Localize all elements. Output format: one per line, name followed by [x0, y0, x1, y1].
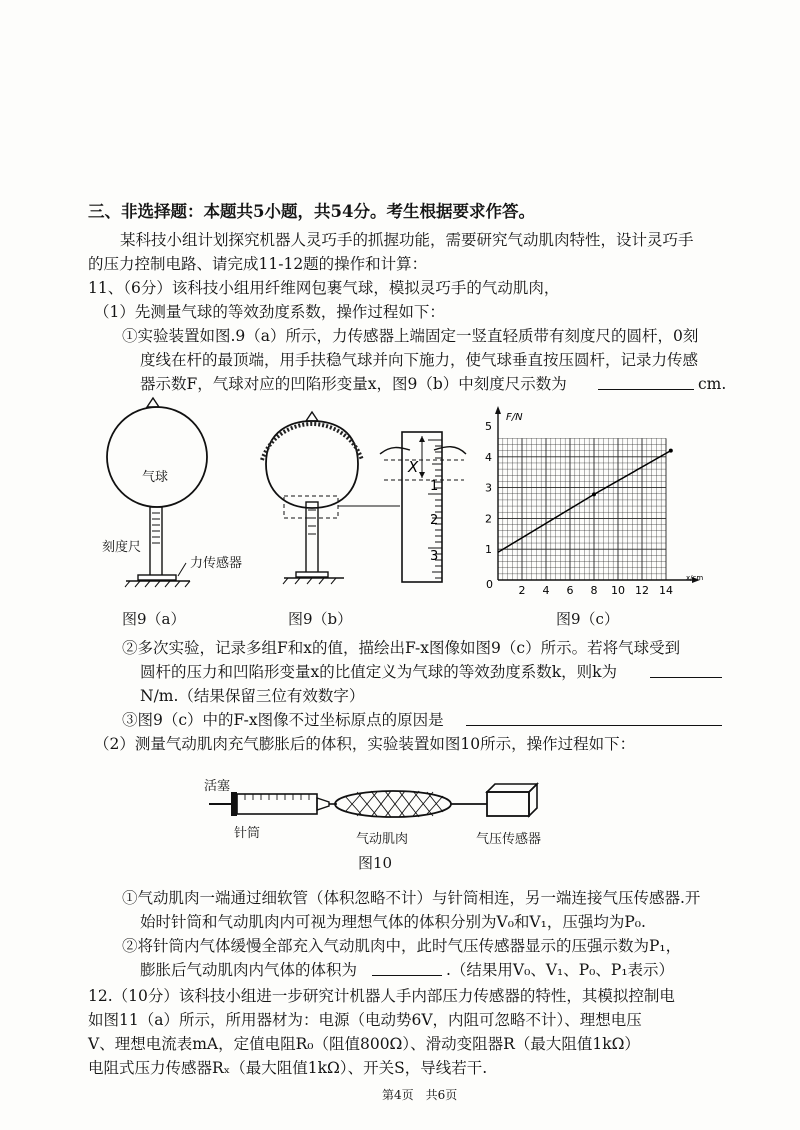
- answer-blank-4[interactable]: [372, 975, 442, 976]
- x-axis-label: x/cm: [686, 574, 704, 582]
- q11-step2-line1: ②多次实验，记录多组F和x的值，描绘出F-x图像如图9（c）所示。若将气球受到: [122, 639, 681, 657]
- fig10-caption: 图10: [358, 854, 393, 872]
- q11-step3: ③图9（c）中的F-x图像不过坐标原点的原因是: [122, 711, 444, 729]
- fig10-piston-label: 活塞: [204, 779, 231, 794]
- fig9a-caption: 图9（a）: [122, 610, 186, 628]
- chart-grid: [498, 438, 666, 580]
- q12-line3: V、理想电流表mA，定值电阻R₀（阻值800Ω）、滑动变阻器R（最大阻值1kΩ）: [88, 1035, 640, 1053]
- y-axis-label: F/N: [506, 412, 523, 423]
- q11-step5-line1: ②将针筒内气体缓慢全部充入气动肌肉中，此时气压传感器显示的压强示数为P₁，: [122, 937, 682, 955]
- fig10-muscle-label: 气动肌肉: [356, 832, 409, 847]
- q12-line2: 如图11（a）所示，所用器材为：电源（电动势6V，内阻可忽略不计）、理想电压: [88, 1011, 642, 1029]
- fig10-sensor-label: 气压传感器: [476, 832, 542, 847]
- q11-step1-unit: cm.: [698, 375, 727, 393]
- x-tick-label: 6: [566, 584, 574, 597]
- q12-line4: 电阻式压力传感器Rₓ（最大阻值1kΩ）、开关S，导线若干.: [88, 1059, 488, 1077]
- fig9a-sensor-label: 力传感器: [190, 556, 243, 571]
- balloon-shape: [107, 407, 207, 507]
- q11-head: 11、（6分）该科技小组用纤维网包裹气球，模拟灵巧手的气动肌肉，: [88, 279, 560, 297]
- q11-step1-line3: 器示数F，气球对应的凹陷形变量x，图9（b）中刻度尺示数为: [140, 375, 567, 393]
- y-axis-arrow-icon: [495, 406, 501, 414]
- y-tick-label: 1: [485, 543, 492, 557]
- fig9a-ruler-label: 刻度尺: [102, 540, 142, 555]
- x-tick-label: 10: [611, 584, 625, 597]
- x-tick-label: 14: [659, 584, 673, 597]
- ruler-rod: [150, 507, 162, 577]
- deformation-x-label: X: [408, 458, 419, 476]
- origin-label: 0: [486, 578, 493, 591]
- x-tick-label: 12: [635, 584, 649, 597]
- force-sensor-base: [138, 575, 176, 580]
- pressure-sensor-box: [487, 792, 529, 816]
- fig9a-balloon-label: 气球: [142, 470, 169, 485]
- zoom-box: [284, 496, 338, 518]
- answer-blank-3[interactable]: [466, 725, 722, 726]
- ruler-tick-2: 2: [430, 513, 439, 528]
- hand-shape: [262, 424, 362, 460]
- q11-part1-head: （1）先测量气球的等效劲度系数，操作过程如下：: [94, 303, 445, 321]
- y-tick-label: 4: [485, 450, 492, 464]
- intro-line-1: 某科技小组计划探究机器人灵巧手的抓握功能，需要研究气动肌肉特性，设计灵巧手: [120, 231, 694, 249]
- page-footer: 第4页 共6页: [382, 1088, 458, 1102]
- y-tick-label: 2: [485, 512, 492, 526]
- data-point: [592, 492, 596, 496]
- fig9c-caption: 图9（c）: [556, 610, 619, 628]
- q11-step2-line2: 圆杆的压力和凹陷形变量x的比值定义为气球的等效劲度系数k，则k为: [140, 663, 618, 681]
- pressed-balloon-shape: [266, 421, 358, 508]
- fig9c-fx-chart: [478, 400, 710, 600]
- ruler-tick-1: 1: [430, 479, 439, 494]
- q11-step1-line1: ①实验装置如图.9（a）所示，力传感器上端固定一竖直轻质带有刻度尺的圆杆，0刻: [122, 327, 699, 345]
- q11-step5-line2: 膨胀后气动肌肉内气体的体积为: [140, 961, 358, 979]
- q11-step4-line1: ①气动肌肉一端通过细软管（体积忽略不计）与针筒相连，另一端连接气压传感器.开: [122, 889, 701, 907]
- fig9b-caption: 图9（b）: [288, 610, 353, 628]
- x-tick-label: 8: [590, 584, 598, 597]
- y-tick-label: 5: [485, 420, 492, 433]
- section-title: 三、非选择题：本题共5小题，共54分。考生根据要求作答。: [88, 202, 535, 221]
- x-tick-label: 2: [518, 584, 526, 597]
- answer-blank-1[interactable]: [598, 389, 694, 390]
- ruler-rod: [306, 502, 318, 574]
- answer-blank-2[interactable]: [650, 677, 722, 678]
- q11-step4-line2: 始时针筒和气动肌肉内可视为理想气体的体积分别为V₀和V₁，压强均为P₀.: [140, 913, 646, 931]
- intro-line-2: 的压力控制电路、请完成11-12题的操作和计算：: [88, 255, 428, 273]
- ruler-tick-3: 3: [430, 549, 439, 564]
- y-tick-label: 3: [485, 481, 492, 495]
- hand-force-arrow-icon: [306, 412, 318, 421]
- q11-step1-line2: 度线在杆的最顶端，用手扶稳气球并向下施力，使气球垂直按压圆杆，记录力传感: [140, 351, 699, 369]
- q12-line1: 12.（10分）该科技小组进一步研究计机器人手内部压力传感器的特性，其模拟控制电: [88, 987, 675, 1005]
- fig9b-compression-diagram: [252, 410, 472, 590]
- data-point: [669, 449, 673, 453]
- piston-icon: [231, 792, 237, 816]
- q11-step2-line3: N/m.（结果保留三位有效数字）: [140, 687, 365, 705]
- hand-force-arrow-icon: [147, 398, 159, 407]
- q11-part2-head: （2）测量气动肌肉充气膨胀后的体积，实验装置如图10所示，操作过程如下：: [94, 735, 636, 753]
- x-tick-label: 4: [542, 584, 550, 597]
- q11-step5-line3: .（结果用V₀、V₁、P₀、P₁表示）: [446, 961, 675, 979]
- fig10-apparatus-diagram: [205, 770, 565, 828]
- fig10-syringe-label: 针筒: [234, 826, 261, 841]
